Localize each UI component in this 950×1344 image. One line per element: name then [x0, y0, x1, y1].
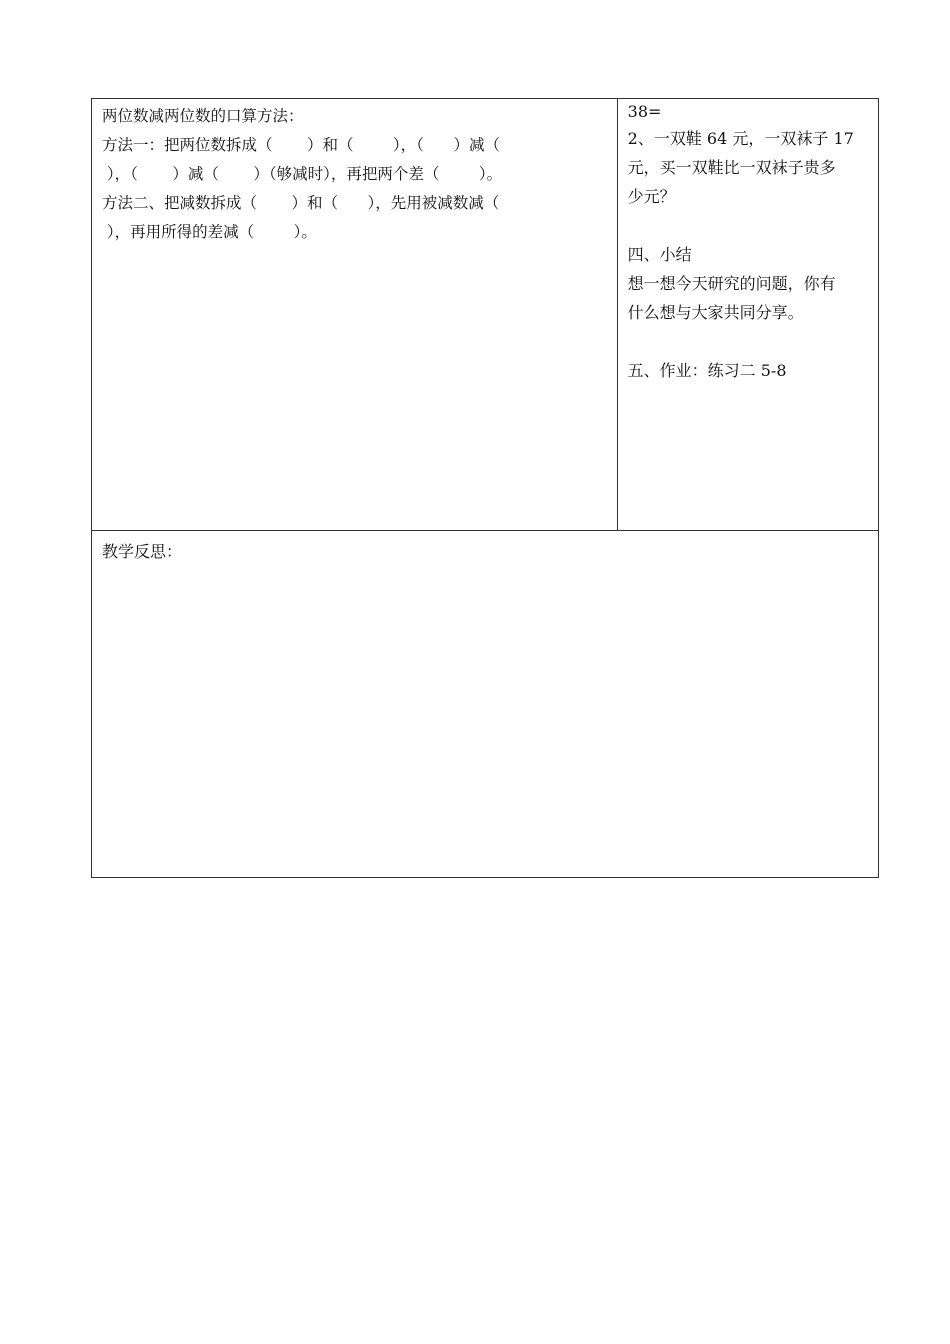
equation-text: 38=	[627, 102, 662, 121]
method-one-line-1: 方法一：把两位数拆成（ ）和（ ），（ ）减（	[102, 136, 500, 154]
spacer	[628, 211, 870, 240]
problem-line-3: 少元？	[627, 187, 676, 206]
summary-line-2: 什么想与大家共同分享。	[627, 303, 804, 322]
summary-line-1: 想一想今天研究的问题，你有	[627, 274, 836, 293]
spacer	[628, 327, 870, 356]
reflection-cell	[92, 531, 879, 878]
exercise-cell	[617, 99, 878, 531]
method-title: 两位数减两位数的口算方法：	[102, 107, 304, 125]
method-cell	[92, 99, 618, 531]
homework-text: 五、作业：练习二 5-8	[627, 361, 787, 380]
method-one-line-2: ），（ ）减（ ）（够减时），再把两个差（ ）。	[102, 165, 503, 183]
problem-line-2: 元，买一双鞋比一双袜子贵多	[627, 158, 836, 177]
lesson-plan-table	[91, 98, 879, 878]
reflection-label: 教学反思：	[102, 542, 183, 561]
top-row	[92, 99, 879, 531]
method-two-line-2: ），再用所得的差减（ ）。	[102, 223, 317, 241]
bottom-row	[92, 531, 879, 878]
summary-heading: 四、小结	[627, 245, 692, 264]
method-two-line-1: 方法二、把减数拆成（ ）和（ ），先用被减数减（	[102, 194, 500, 212]
problem-line-1: 2、一双鞋 64 元，一双袜子 17	[627, 129, 854, 148]
